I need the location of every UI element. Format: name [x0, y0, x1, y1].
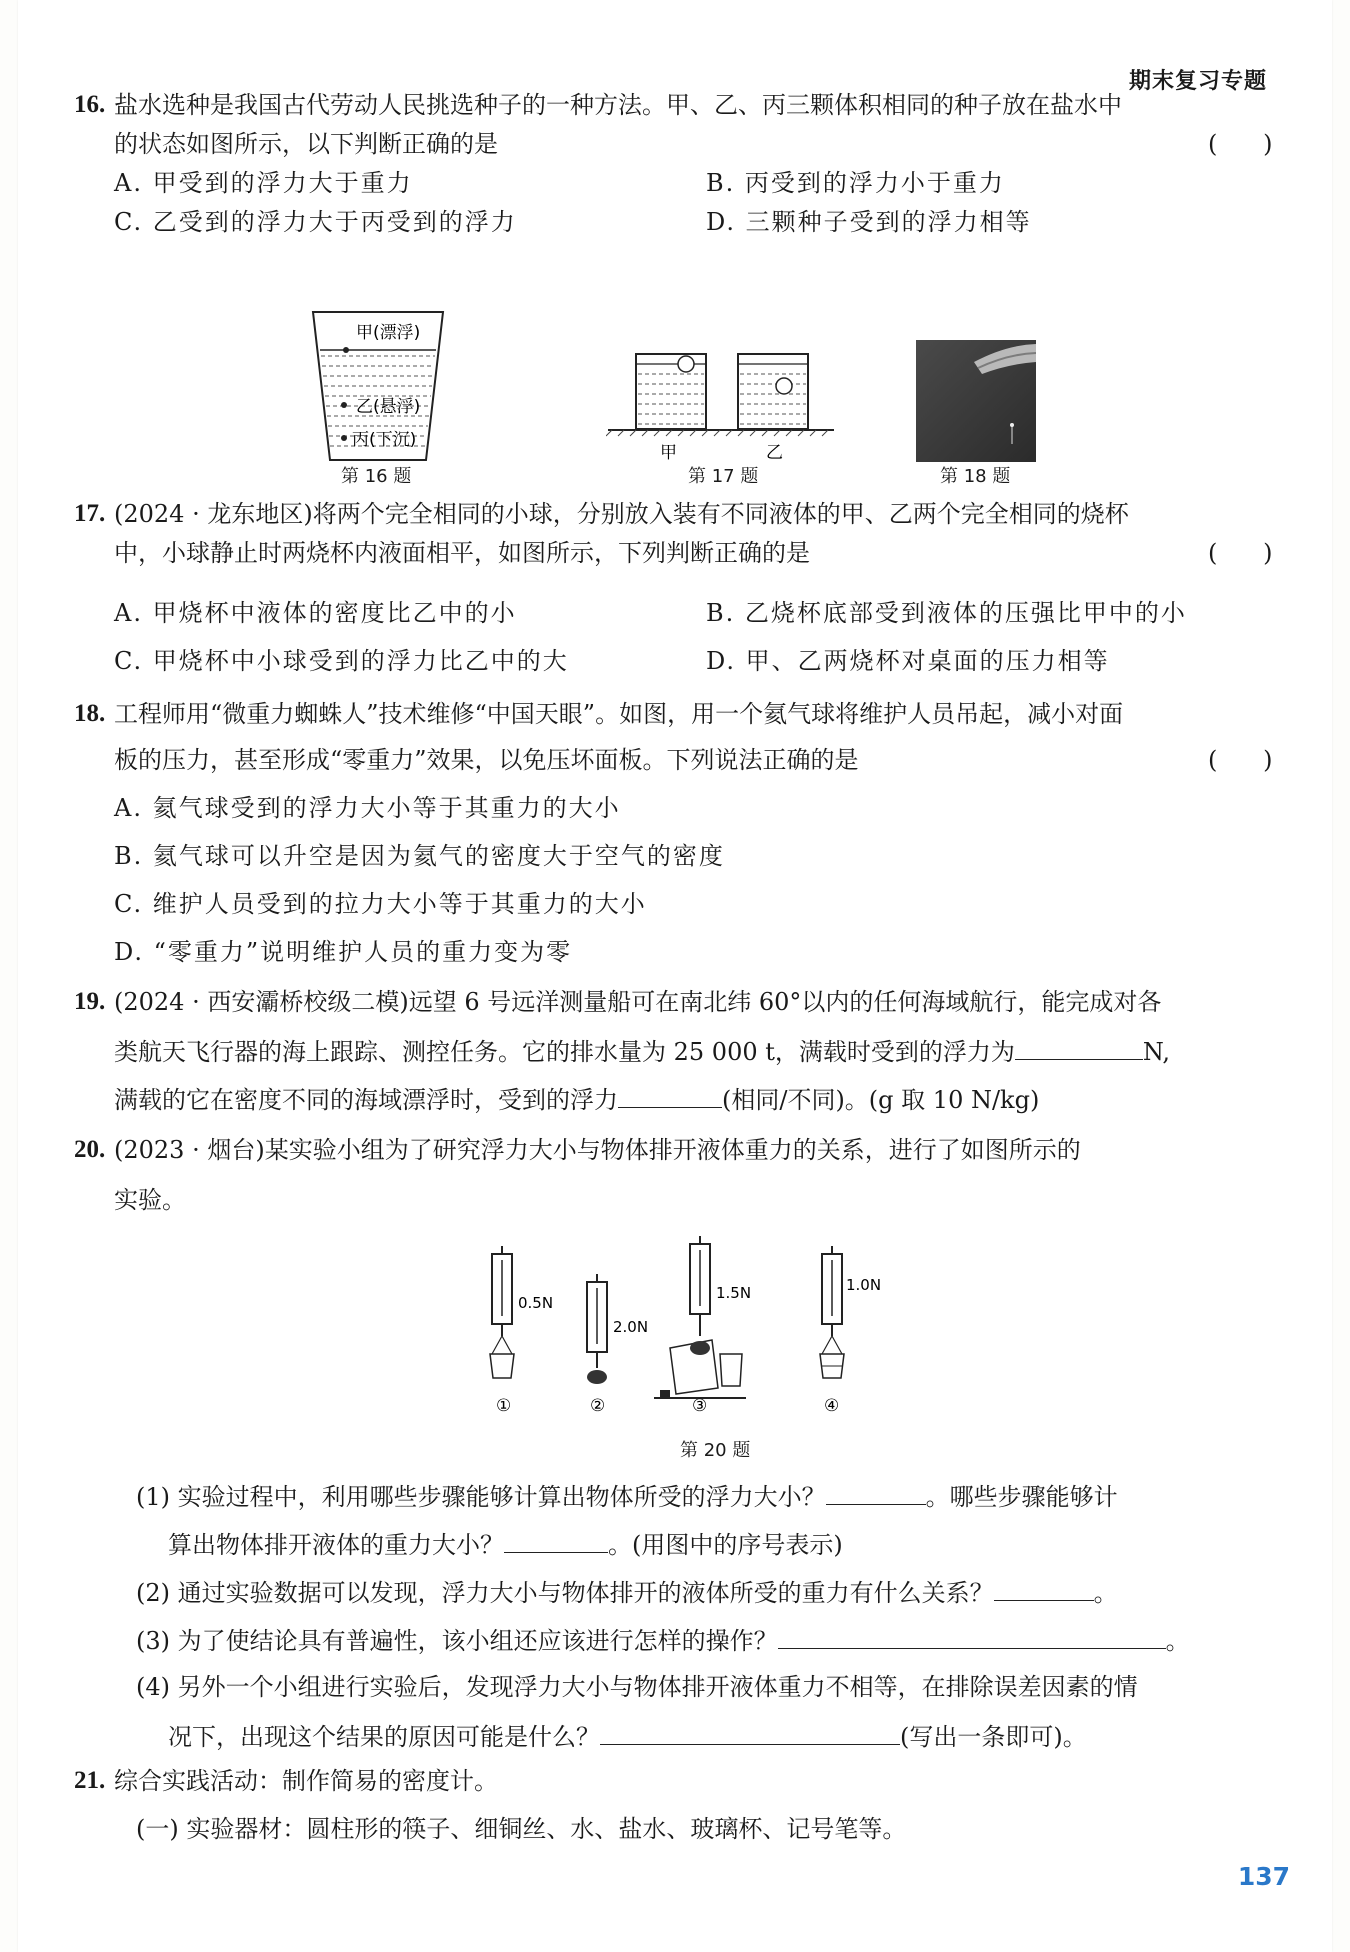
- fig17-caption: 第 17 题: [688, 466, 759, 487]
- fig16-label-jia: 甲(漂浮): [356, 323, 421, 343]
- q20-sub1-blank-weight-steps[interactable]: [504, 1528, 608, 1553]
- q19-stem-line2: [114, 1035, 1170, 1067]
- q17-answer-paren: ( ): [1208, 539, 1273, 567]
- q20-sub2: [136, 1576, 1118, 1608]
- fig20-scale-3: [654, 1236, 746, 1398]
- q21-stem-line1: 综合实践活动：制作简易的密度计。: [114, 1767, 498, 1795]
- q18-stem-line1: 工程师用“微重力蜘蛛人”技术维修“中国天眼”。如图，用一个氦气球将维护人员吊起，减小对面: [114, 700, 1124, 728]
- q17-stem-line2: 中，小球静止时两烧杯内液面相平，如图所示，下列判断正确的是: [114, 539, 810, 567]
- q20-stem-line2: 实验。: [114, 1186, 186, 1214]
- q20-sub2-blank-relation[interactable]: [994, 1576, 1094, 1601]
- fig20-reading-3: 1.5N: [716, 1284, 752, 1302]
- q17-option-b: B. 乙烧杯底部受到液体的压强比甲中的小: [706, 599, 1187, 627]
- page-number: 137: [1237, 1862, 1290, 1891]
- q19-stem-line3: [114, 1083, 1039, 1115]
- q17-number: 17.: [74, 500, 106, 527]
- fig16-beaker-diagram: [308, 300, 448, 468]
- fig16-caption: 第 16 题: [341, 466, 412, 487]
- fig18-caption: 第 18 题: [940, 466, 1011, 487]
- fig17-beakers-diagram: [606, 344, 836, 464]
- q21-materials: (一) 实验器材：圆柱形的筷子、细铜丝、水、盐水、玻璃杯、记号笔等。: [136, 1815, 907, 1843]
- q18-stem-line2: 板的压力，甚至形成“零重力”效果，以免压坏面板。下列说法正确的是: [114, 746, 859, 774]
- q16-option-b: B. 丙受到的浮力小于重力: [706, 169, 1005, 197]
- fig20-reading-2: 2.0N: [613, 1318, 649, 1336]
- fig16-label-bing: 丙(下沉): [352, 430, 417, 450]
- q20-sub2-end: 。: [1093, 1579, 1118, 1607]
- q16-option-a: A. 甲受到的浮力大于重力: [114, 169, 413, 197]
- q20-sub4-line2: [168, 1720, 1087, 1752]
- q17-option-a: A. 甲烧杯中液体的密度比乙中的小: [114, 599, 517, 627]
- fig20-step-3: ③: [692, 1396, 708, 1416]
- q20-sub1-line1: [136, 1480, 1118, 1512]
- q19-line3-tail: (相同/不同)。(g 取 10 N/kg): [722, 1086, 1040, 1114]
- q20-sub1-text4: 。(用图中的序号表示): [608, 1531, 843, 1559]
- q18-option-c: C. 维护人员受到的拉力大小等于其重力的大小: [114, 890, 647, 918]
- fig20-scale-1: [490, 1246, 514, 1378]
- fig18-tianyan-photo: [916, 340, 1036, 462]
- fig20-caption: 第 20 题: [680, 1440, 751, 1461]
- q20-sub4-line1: (4) 另外一个小组进行实验后，发现浮力大小与物体排开液体重力不相等，在排除误差因素的情: [136, 1673, 1138, 1701]
- fig17-label-yi: 乙: [766, 443, 783, 463]
- q19-blank-buoyancy[interactable]: [1015, 1035, 1143, 1060]
- q16-answer-paren: ( ): [1208, 130, 1273, 158]
- fig20-reading-4: 1.0N: [846, 1276, 882, 1294]
- q16-number: 16.: [74, 91, 106, 118]
- q20-stem-line1: (2023 · 烟台)某实验小组为了研究浮力大小与物体排开液体重力的关系，进行了如图所示的: [114, 1136, 1081, 1164]
- q20-sub3: [136, 1624, 1190, 1656]
- q19-blank-same-different[interactable]: [618, 1083, 722, 1108]
- q16-stem-line1: 盐水选种是我国古代劳动人民挑选种子的一种方法。甲、乙、丙三颗体积相同的种子放在盐水中: [114, 91, 1122, 119]
- fig20-step-4: ④: [824, 1396, 840, 1416]
- q20-number: 20.: [74, 1136, 106, 1163]
- q20-sub3-text: (3) 为了使结论具有普遍性，该小组还应该进行怎样的操作？: [136, 1627, 778, 1655]
- q20-sub2-text: (2) 通过实验数据可以发现，浮力大小与物体排开的液体所受的重力有什么关系？: [136, 1579, 994, 1607]
- q20-sub3-end: 。: [1165, 1627, 1190, 1655]
- q18-answer-paren: ( ): [1208, 746, 1273, 774]
- q16-stem-line2: 的状态如图所示，以下判断正确的是: [114, 130, 498, 158]
- q19-stem-line1: (2024 · 西安灞桥校级二模)远望 6 号远洋测量船可在南北纬 60°以内的任何海域航行，能完成对各: [114, 988, 1162, 1016]
- q18-number: 18.: [74, 700, 106, 727]
- fig20-step-1: ①: [496, 1396, 512, 1416]
- q20-sub1-blank-buoyancy-steps[interactable]: [826, 1480, 926, 1505]
- fig16-label-yi: 乙(悬浮): [356, 397, 421, 417]
- fig20-reading-1: 0.5N: [518, 1294, 554, 1312]
- fig17-label-jia: 甲: [660, 443, 677, 463]
- q18-option-a: A. 氦气球受到的浮力大小等于其重力的大小: [114, 794, 621, 822]
- q17-stem-line1: (2024 · 龙东地区)将两个完全相同的小球，分别放入装有不同液体的甲、乙两个完全相同的烧杯: [114, 500, 1129, 528]
- q21-number: 21.: [74, 1767, 106, 1794]
- fig20-scale-4: [820, 1246, 844, 1378]
- q20-sub4-blank-reason[interactable]: [600, 1720, 900, 1745]
- q17-option-d: D. 甲、乙两烧杯对桌面的压力相等: [706, 647, 1110, 675]
- q17-option-c: C. 甲烧杯中小球受到的浮力比乙中的大: [114, 647, 569, 675]
- q19-line2-unit: N,: [1142, 1038, 1170, 1066]
- q20-sub4-end: (写出一条即可)。: [900, 1723, 1087, 1751]
- q20-sub1-text: (1) 实验过程中，利用哪些步骤能够计算出物体所受的浮力大小？: [136, 1483, 826, 1511]
- q19-number: 19.: [74, 988, 106, 1015]
- q20-sub1-text2: 。哪些步骤能够计: [925, 1483, 1118, 1511]
- q20-sub4-text: 况下，出现这个结果的原因可能是什么？: [168, 1723, 600, 1751]
- fig20-scale-2: [587, 1274, 607, 1384]
- q19-line2-text: 类航天飞行器的海上跟踪、测控任务。它的排水量为 25 000 t，满载时受到的浮力为: [114, 1038, 1015, 1066]
- q20-sub3-blank-operation[interactable]: [778, 1624, 1166, 1649]
- q20-sub1-line2: [168, 1528, 843, 1560]
- q18-option-b: B. 氦气球可以升空是因为氦气的密度大于空气的密度: [114, 842, 725, 870]
- q18-option-d: D. “零重力”说明维护人员的重力变为零: [114, 938, 573, 966]
- q19-line3-text: 满载的它在密度不同的海域漂浮时，受到的浮力: [114, 1086, 618, 1114]
- q16-option-d: D. 三颗种子受到的浮力相等: [706, 208, 1032, 236]
- section-header: 期末复习专题: [1128, 69, 1267, 94]
- q16-option-c: C. 乙受到的浮力大于丙受到的浮力: [114, 208, 517, 236]
- worksheet-page: [18, 0, 1332, 1952]
- fig20-spring-scale-diagram: [478, 1236, 938, 1436]
- fig20-step-2: ②: [590, 1396, 606, 1416]
- q20-sub1-text3: 算出物体排开液体的重力大小？: [168, 1531, 504, 1559]
